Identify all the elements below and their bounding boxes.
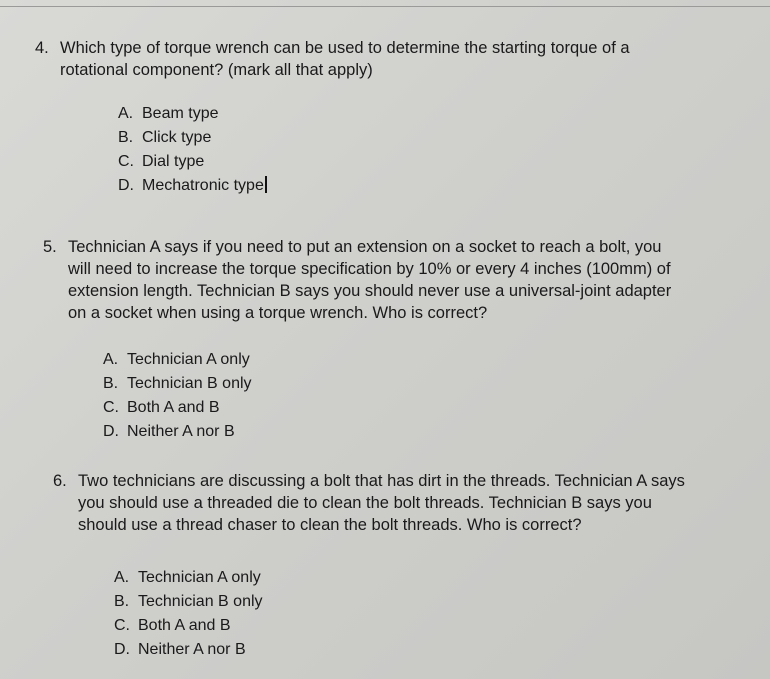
option-letter: B. <box>114 593 130 610</box>
option-letter: B. <box>118 129 134 146</box>
question-text-line: Which type of torque wrench can be used to determine the starting torque of a <box>60 39 630 57</box>
option-text: Both A and B <box>138 617 231 634</box>
option-text: Both A and B <box>127 399 220 416</box>
question-number: 6. <box>53 472 67 490</box>
option-5b[interactable] <box>103 372 252 396</box>
option-4d[interactable] <box>118 174 267 198</box>
option-text: Technician A only <box>138 569 261 586</box>
option-letter: A. <box>118 105 134 122</box>
option-text: Technician B only <box>138 593 263 610</box>
question-text-line: extension length. Technician B says you should never use a universal-joint adapter <box>68 282 672 300</box>
option-5c[interactable] <box>103 396 220 420</box>
option-6c[interactable] <box>114 614 231 638</box>
question-text-line: Technician A says if you need to put an extension on a socket to reach a bolt, you <box>68 238 662 256</box>
option-letter: C. <box>118 153 134 170</box>
option-text: Mechatronic type <box>142 177 264 194</box>
option-text: Click type <box>142 129 212 146</box>
option-4a[interactable] <box>118 102 218 126</box>
option-text: Beam type <box>142 105 219 122</box>
option-6d[interactable] <box>114 638 246 662</box>
question-text-line: on a socket when using a torque wrench. Who is correct? <box>68 304 488 322</box>
option-text: Neither A nor B <box>138 641 246 658</box>
question-text-line: Two technicians are discussing a bolt that has dirt in the threads. Technician A says <box>78 472 685 490</box>
question-text-line: should use a thread chaser to clean the bolt threads. Who is correct? <box>78 516 582 534</box>
option-letter: D. <box>103 423 119 440</box>
option-4c[interactable] <box>118 150 204 174</box>
option-5d[interactable] <box>103 420 235 444</box>
option-letter: B. <box>103 375 119 392</box>
option-text: Dial type <box>142 153 205 170</box>
question-number: 4. <box>35 39 49 57</box>
text-cursor <box>265 176 267 193</box>
option-text: Technician B only <box>127 375 252 392</box>
option-letter: A. <box>103 351 119 368</box>
question-number: 5. <box>43 238 57 256</box>
question-text-line: rotational component? (mark all that apply) <box>60 61 373 79</box>
option-letter: D. <box>114 641 130 658</box>
option-6b[interactable] <box>114 590 263 614</box>
question-text-line: will need to increase the torque specification by 10% or every 4 inches (100mm) of <box>68 260 671 278</box>
option-letter: C. <box>114 617 130 634</box>
option-4b[interactable] <box>118 126 211 150</box>
option-text: Technician A only <box>127 351 250 368</box>
option-6a[interactable] <box>114 566 261 590</box>
option-5a[interactable] <box>103 348 250 372</box>
page-top-rule <box>0 6 770 7</box>
option-letter: D. <box>118 177 134 194</box>
option-text: Neither A nor B <box>127 423 235 440</box>
option-letter: A. <box>114 569 130 586</box>
option-letter: C. <box>103 399 119 416</box>
question-text-line: you should use a threaded die to clean the bolt threads. Technician B says you <box>78 494 652 512</box>
